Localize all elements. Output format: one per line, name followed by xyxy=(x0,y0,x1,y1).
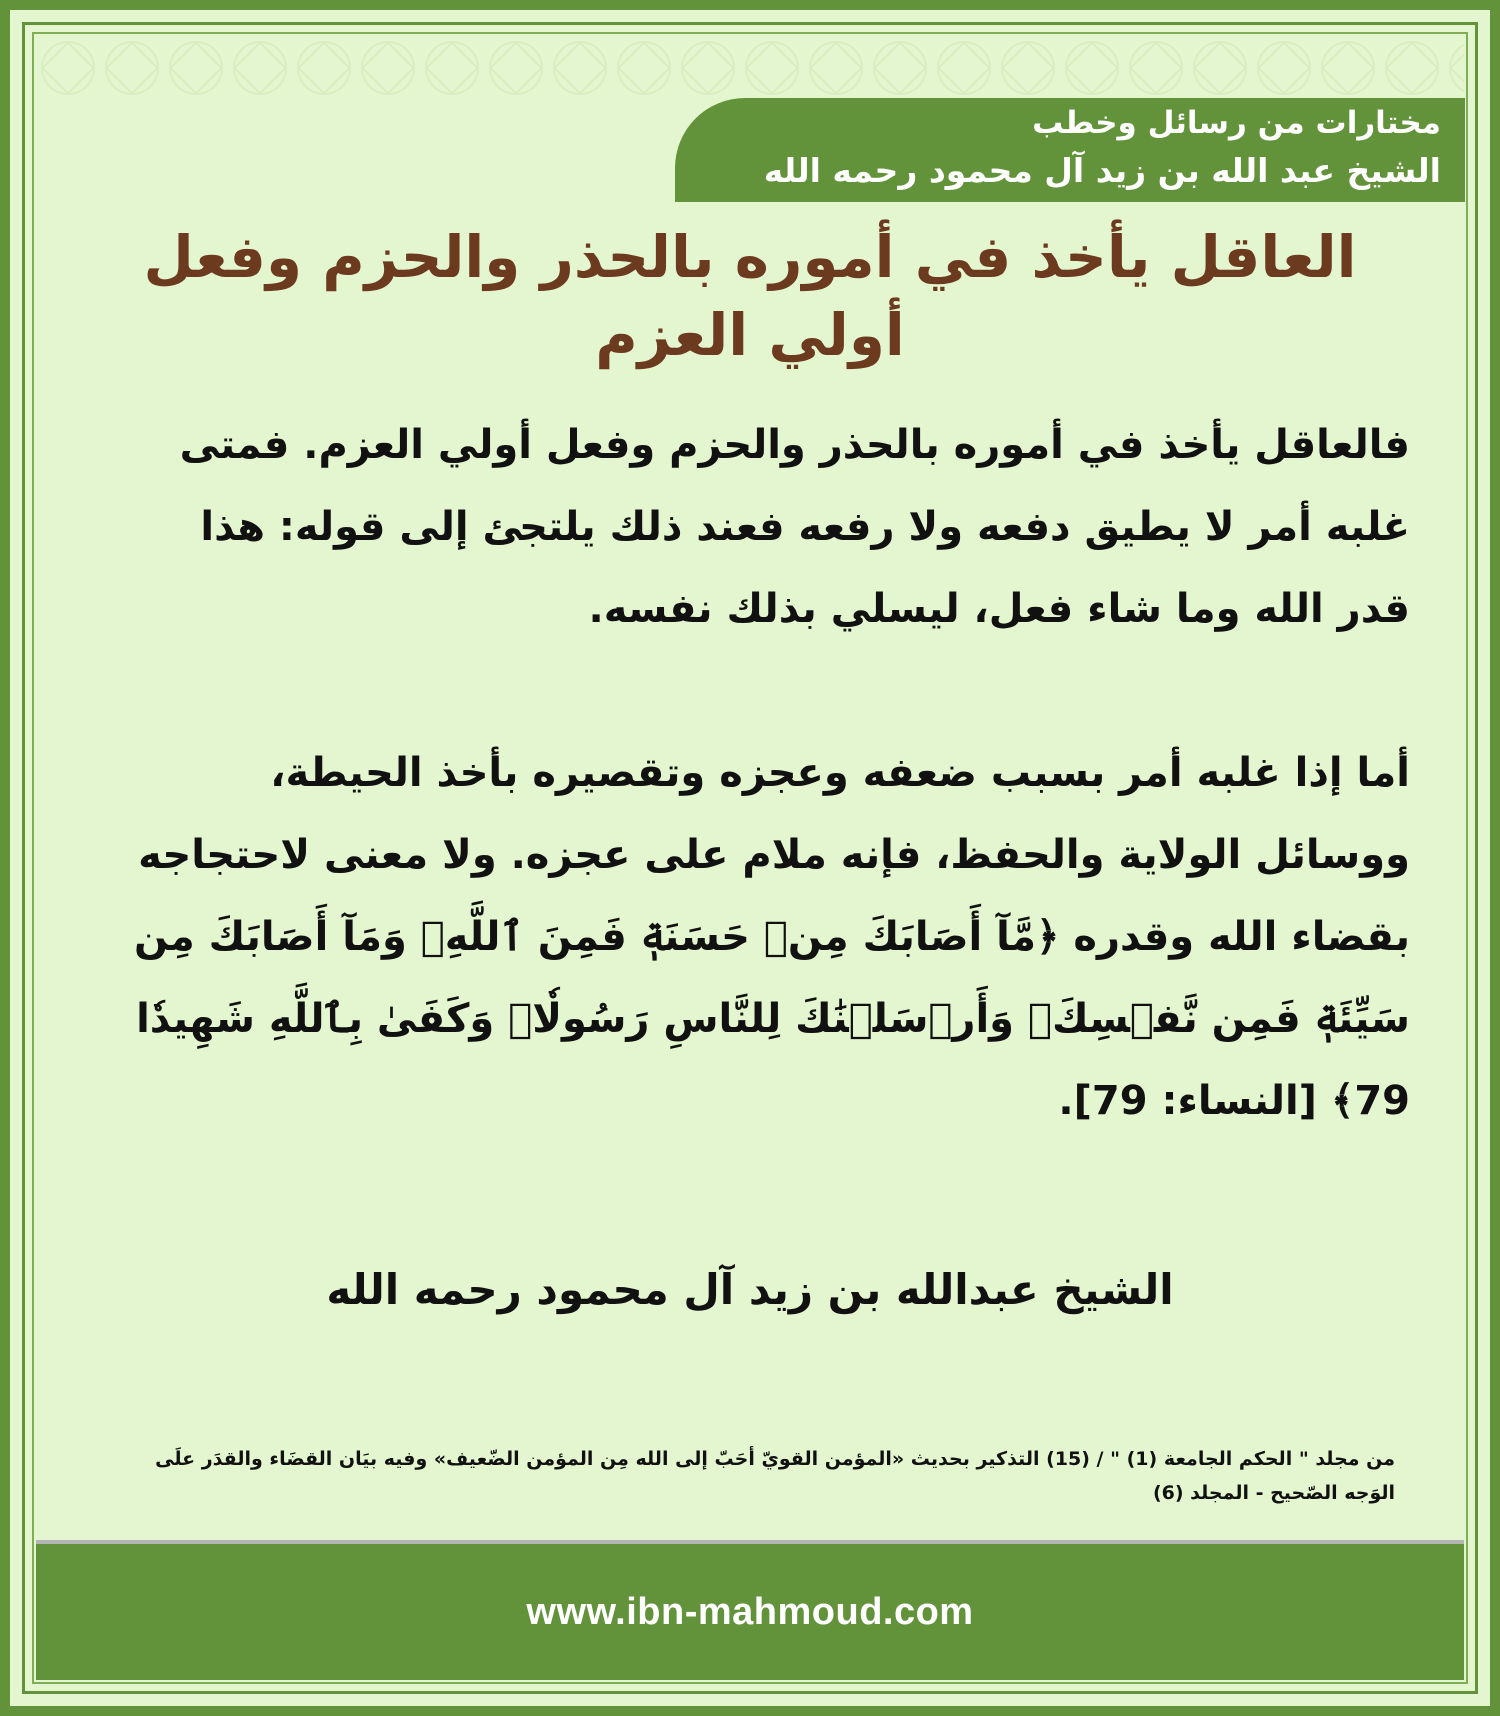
author-signature: الشيخ عبدالله بن زيد آل محمود رحمه الله xyxy=(326,1265,1174,1314)
article-body xyxy=(125,404,1410,1142)
footer-bar xyxy=(36,1544,1464,1680)
article-paragraph: أما إذا غلبه أمر بسبب ضعفه وعجزه وتقصيره بأخذ الحيطة، ووسائل الولاية والحفظ، فإنه ملام على عجزه. ولا معنى لاحتجاجه بقضاء الله وقدره ﴿مَّآ أَصَابَكَ مِنۡ حَسَنَةٖ فَمِنَ ٱللَّهِۖ وَمَآ أَصَابَكَ مِن سَيِّئَةٖ فَمِن نَّفۡسِكَۚ وَأَرۡسَلۡنَٰكَ لِلنَّاسِ رَسُولٗاۚ وَكَفَىٰ بِٱللَّهِ شَهِيدٗا 79﴾ [النساء: 79]. xyxy=(133,750,1410,1124)
article-paragraph: فالعاقل يأخذ في أموره بالحذر والحزم وفعل أولي العزم. فمتى غلبه أمر لا يطيق دفعه ولا رفعه فعند ذلك يلتجئ إلى قوله: هذا قدر الله وما شاء فعل، ليسلي بذلك نفسه. xyxy=(179,422,1410,632)
header-banner xyxy=(675,98,1465,202)
paragraph-spacer xyxy=(125,650,1410,732)
website-link[interactable]: www.ibn-mahmoud.com xyxy=(526,1590,974,1633)
source-citation: من مجلد " الحكم الجامعة (1) " / (15) التذكير بحديث «المؤمن القويّ أحَبّ إلى الله مِن المؤمن الضّعيف» وفيه بيَان القضَاء والقدَر علَى الوَجه الصّحيح - المجلد (6) xyxy=(155,1448,1395,1504)
decorative-pattern xyxy=(36,36,1464,100)
header-author-name: الشيخ عبد الله بن زيد آل محمود رحمه الله xyxy=(763,151,1441,190)
header-series-title: مختارات من رسائل وخطب xyxy=(1032,105,1441,141)
page-title: العاقل يأخذ في أموره بالحذر والحزم وفعل أولي العزم xyxy=(143,223,1357,369)
